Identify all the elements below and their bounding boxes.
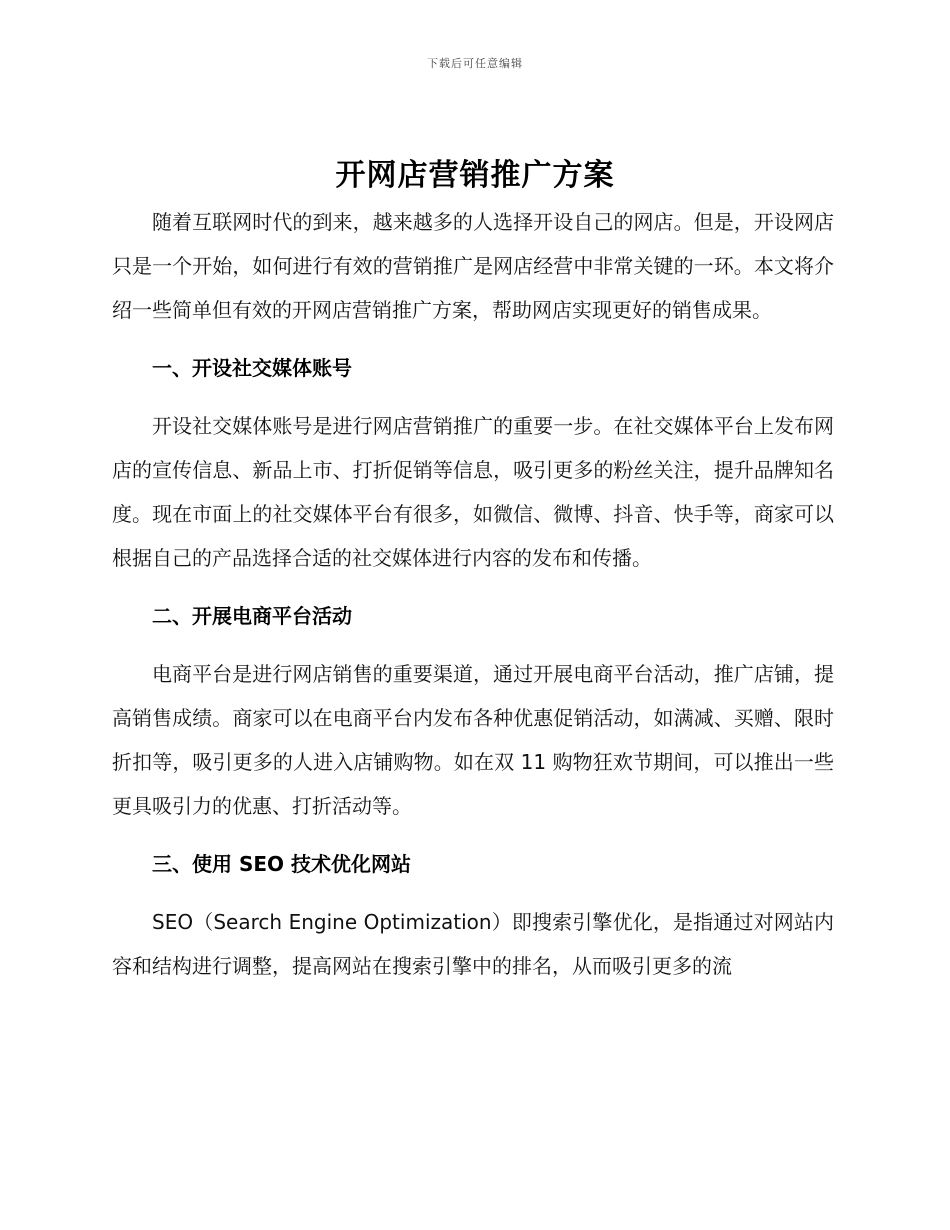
intro-paragraph: 随着互联网时代的到来，越来越多的人选择开设自己的网店。但是，开设网店只是一个开始，如何进行有效的营销推广是网店经营中非常关键的一环。本文将介绍一些简单但有效的开网店营销推广方案，帮助网店实现更好的销售成果。: [112, 210, 834, 322]
header-note: 下载后可任意编辑: [427, 57, 523, 70]
section-body-ecommerce: 电商平台是进行网店销售的重要渠道，通过开展电商平台活动，推广店铺，提高销售成绩。商家可以在电商平台内发布各种优惠促销活动，如满减、买赠、限时折扣等，吸引更多的人进入店铺购物。如在双 11 购物狂欢节期间，可以推出一些更具吸引力的优惠、打折活动等。: [112, 662, 834, 818]
section-heading-ecommerce: 二、开展电商平台活动: [152, 604, 352, 628]
section-heading-seo: 三、使用 SEO 技术优化网站: [152, 852, 411, 876]
section-heading-social-media: 一、开设社交媒体账号: [152, 356, 352, 380]
document-title: 开网店营销推广方案: [335, 158, 615, 193]
document-body: [112, 200, 834, 988]
section-body-seo: SEO（Search Engine Optimization）即搜索引擎优化，是指通过对网站内容和结构进行调整，提高网站在搜索引擎中的排名，从而吸引更多的流: [112, 910, 834, 978]
section-body-social-media: 开设社交媒体账号是进行网店营销推广的重要一步。在社交媒体平台上发布网店的宣传信息、新品上市、打折促销等信息，吸引更多的粉丝关注，提升品牌知名度。现在市面上的社交媒体平台有很多，如微信、微博、抖音、快手等，商家可以根据自己的产品选择合适的社交媒体进行内容的发布和传播。: [112, 414, 834, 570]
